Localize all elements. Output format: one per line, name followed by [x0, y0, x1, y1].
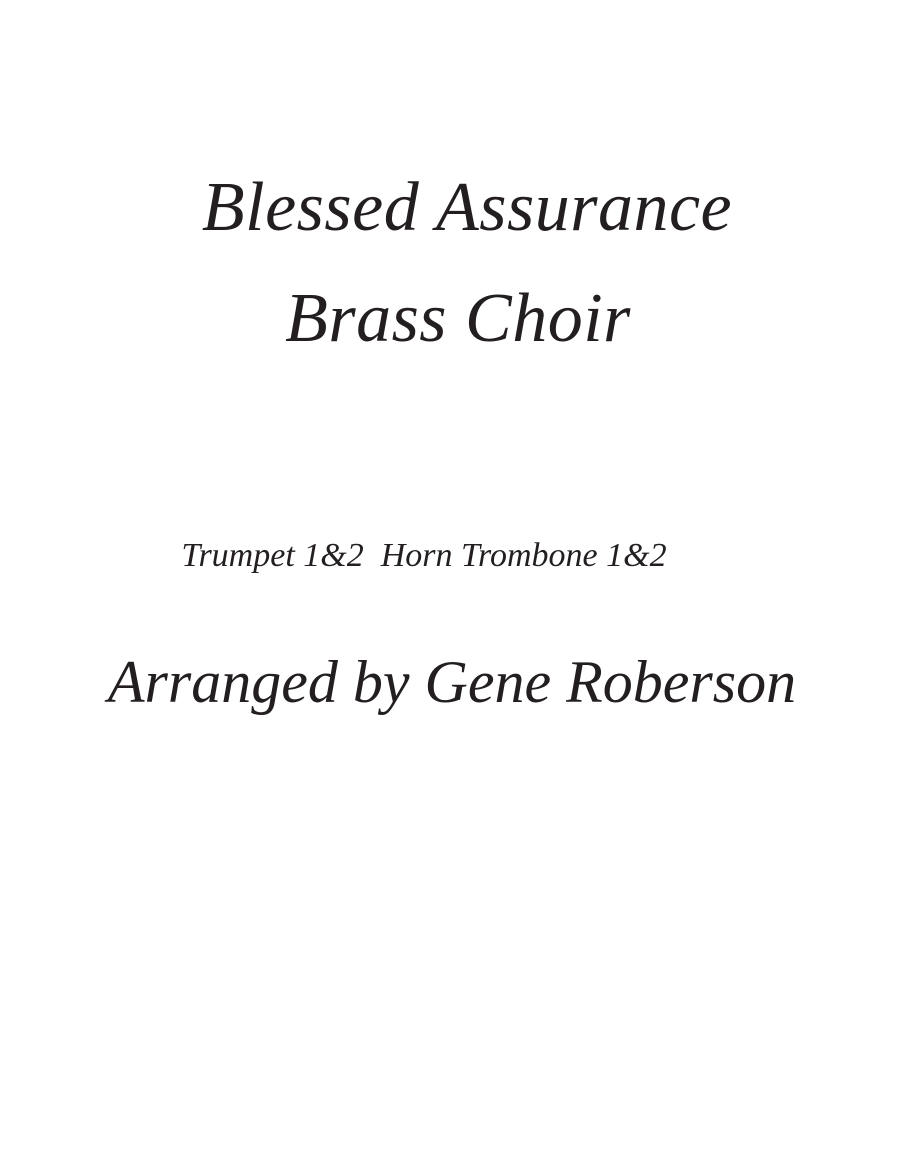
title-line-1: Blessed Assurance	[201, 169, 733, 246]
arranger-credit-text: Arranged by Gene Roberson	[107, 649, 797, 715]
instrumentation-text: Trumpet 1&2 Horn Trombone 1&2	[181, 537, 667, 574]
title-line-2: Brass Choir	[285, 280, 631, 357]
